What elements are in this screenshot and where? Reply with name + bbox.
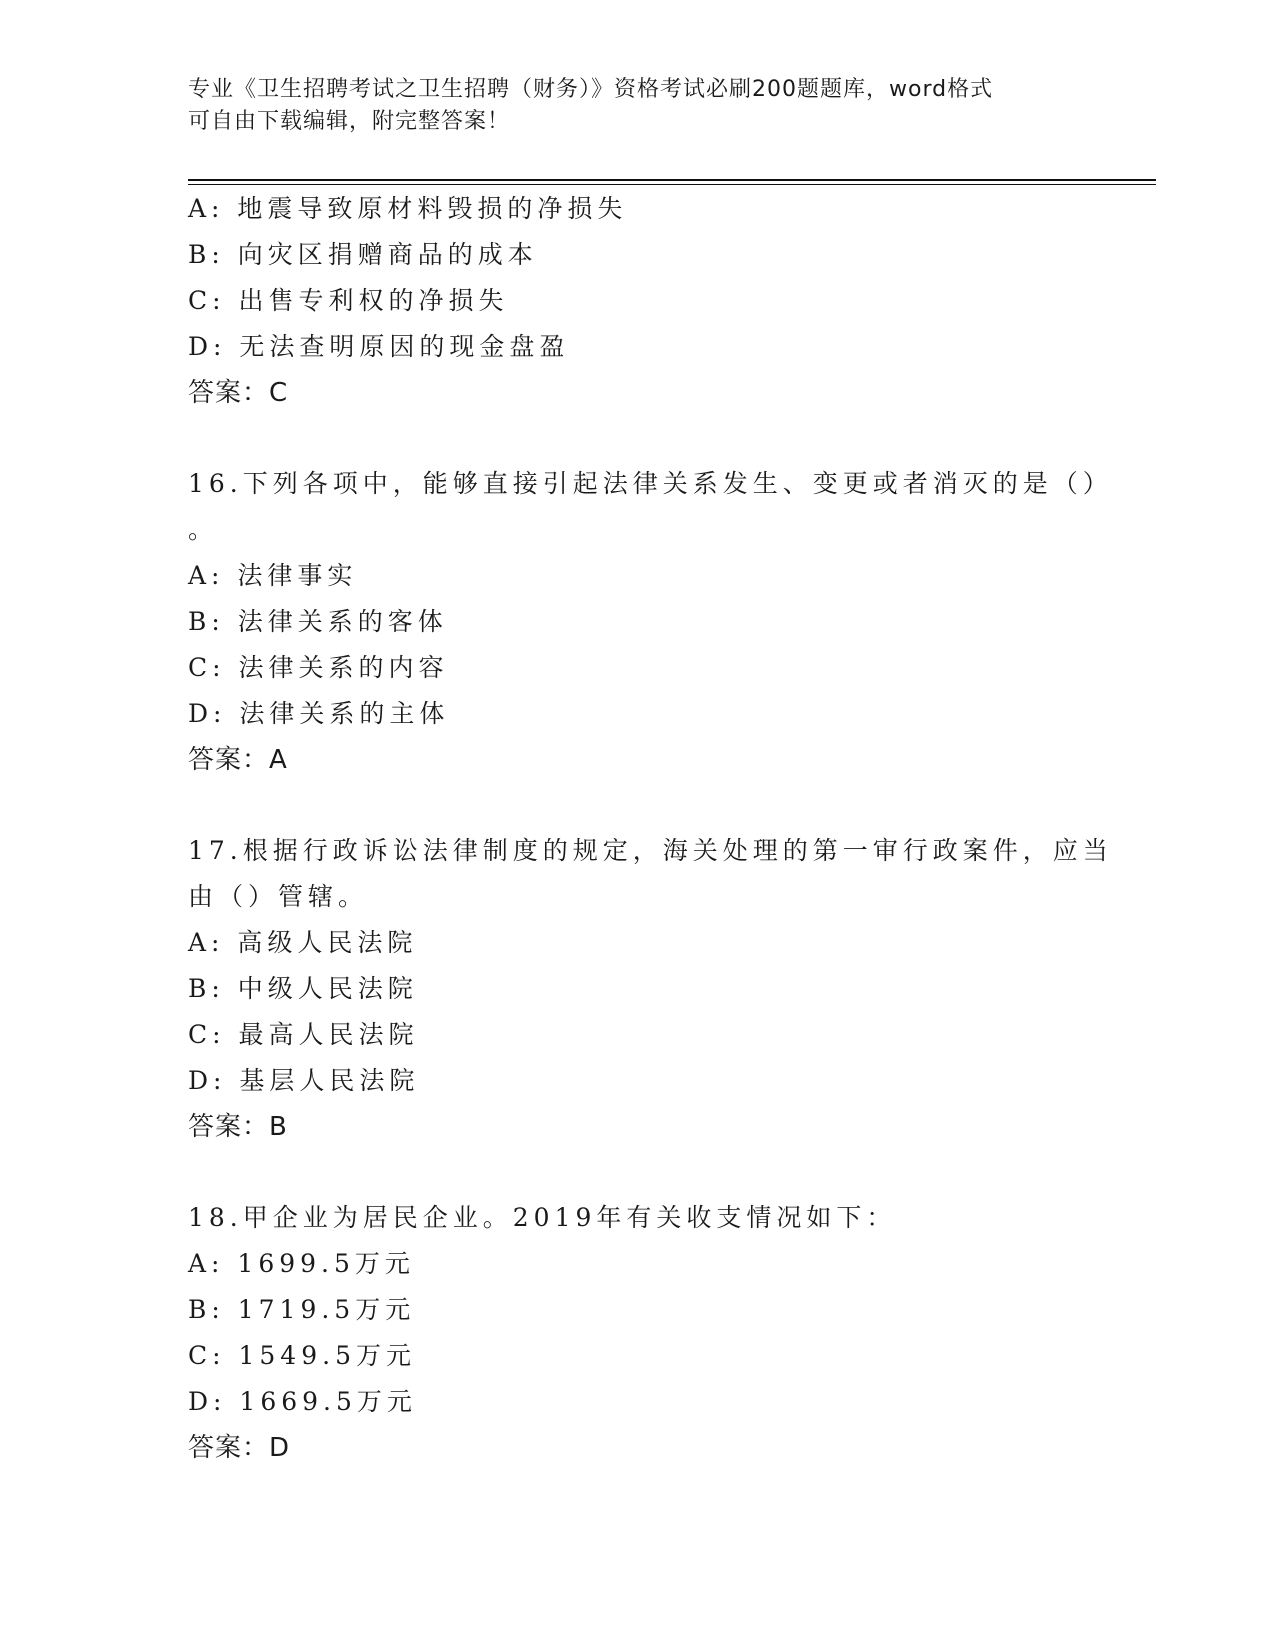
- spacer: [188, 1150, 1088, 1195]
- option-d: D: 1669.5万元: [188, 1387, 417, 1416]
- option-c: C: 法律关系的内容: [188, 653, 449, 682]
- question-15-block: [188, 186, 1088, 416]
- document-header: [188, 74, 1088, 138]
- option-a: A: 地震导致原材料毁损的净损失: [188, 194, 628, 223]
- option-d: D: 基层人民法院: [188, 1066, 420, 1095]
- question-text: 17.根据行政诉讼法律制度的规定，海关处理的第一审行政案件，应当: [188, 836, 1113, 865]
- option-a: A: 法律事实: [188, 561, 358, 590]
- question-text-continued: 。: [188, 515, 219, 544]
- question-17-block: [188, 828, 1113, 1150]
- option-a: A: 1699.5万元: [188, 1249, 415, 1278]
- option-c: C: 1549.5万元: [188, 1341, 416, 1370]
- answer: 答案：B: [188, 1112, 288, 1142]
- question-text-continued: 由（）管辖。: [188, 882, 369, 911]
- question-18-block: [188, 1195, 1088, 1471]
- question-text: 16.下列各项中，能够直接引起法律关系发生、变更或者消灭的是（）: [188, 469, 1113, 498]
- option-d: D: 无法查明原因的现金盘盈: [188, 332, 570, 361]
- question-list: [188, 186, 1113, 1471]
- option-c: C: 最高人民法院: [188, 1020, 419, 1049]
- option-d: D: 法律关系的主体: [188, 699, 450, 728]
- spacer: [188, 783, 1088, 828]
- answer: 答案：D: [188, 1433, 291, 1463]
- option-b: B: 1719.5万元: [188, 1295, 416, 1324]
- header-divider: [188, 179, 1156, 185]
- spacer: [188, 416, 1088, 461]
- header-line-2: 可自由下载编辑，附完整答案！: [188, 109, 511, 134]
- option-b: B: 向灾区捐赠商品的成本: [188, 240, 538, 269]
- option-a: A: 高级人民法院: [188, 928, 418, 957]
- option-b: B: 法律关系的客体: [188, 607, 448, 636]
- question-16-block: [188, 461, 1113, 783]
- answer: 答案：C: [188, 378, 289, 408]
- answer: 答案：A: [188, 745, 288, 775]
- question-text: 18.甲企业为居民企业。2019年有关收支情况如下：: [188, 1203, 897, 1232]
- header-line-1: 专业《卫生招聘考试之卫生招聘（财务）》资格考试必刷200题题库，word格式: [188, 77, 994, 102]
- option-b: B: 中级人民法院: [188, 974, 418, 1003]
- option-c: C: 出售专利权的净损失: [188, 286, 509, 315]
